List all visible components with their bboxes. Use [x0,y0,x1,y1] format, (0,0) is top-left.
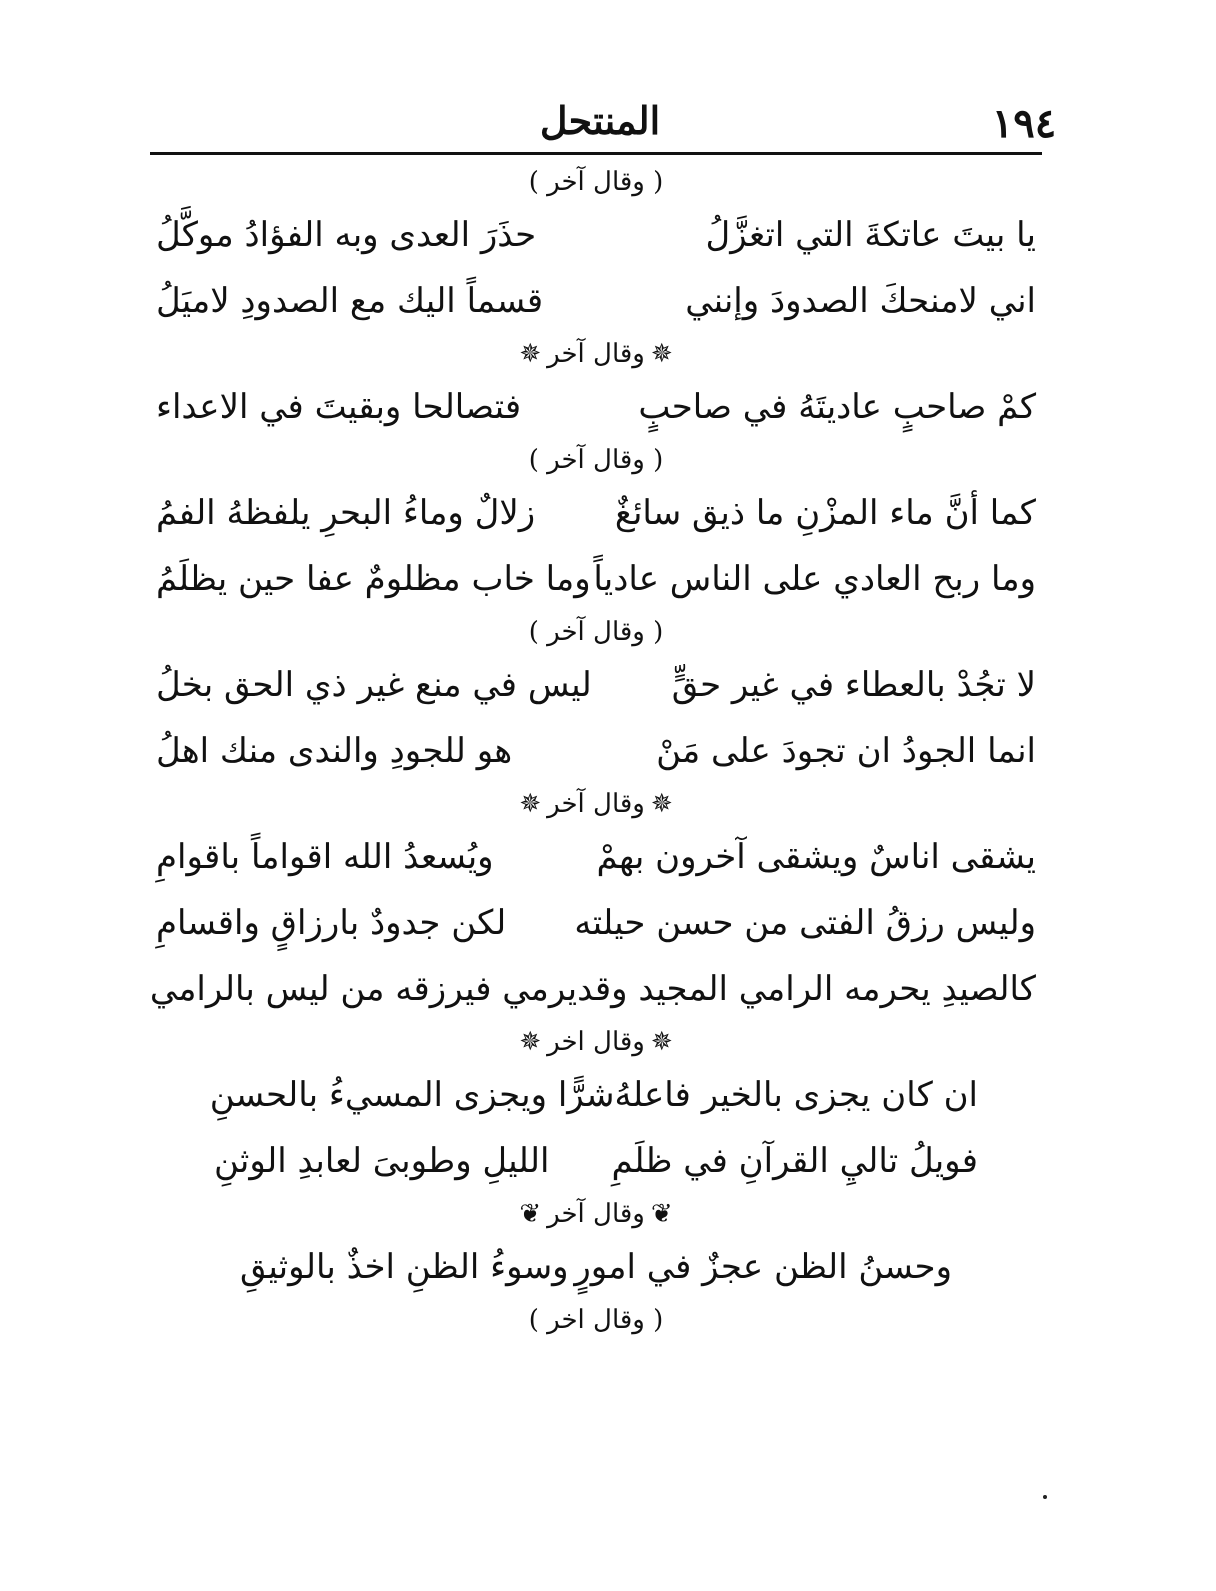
second-hemistich: لكن جدودٌ بارزاقٍ واقسامِ [156,903,507,943]
first-hemistich: كالصيدِ يحرمه الرامي المجيد وقد [577,969,1036,1009]
second-hemistich: زلالٌ وماءُ البحرِ يلفظهُ الفمُ [156,493,536,533]
section-heading: ( وقال آخر ) [528,617,664,647]
verse-line [150,824,1042,890]
first-hemistich: ان كان يجزى بالخير فاعلهُ [614,1075,978,1115]
asterism-ornament-icon: ✵ [650,1027,673,1057]
verse-line [150,1234,1042,1300]
asterism-ornament-icon: ✵ [519,339,542,369]
second-hemistich: وسوءُ الظنِ اخذٌ بالوثيقِ [240,1247,569,1287]
first-hemistich: وحسنُ الظن عجزٌ في امورٍ [574,1247,952,1287]
first-hemistich: فويلُ تاليِ القرآنِ في ظلَمِ [611,1141,978,1181]
running-title: المنتحل [539,98,661,143]
asterism-ornament-icon: ✵ [650,789,673,819]
first-hemistich: يا بيتَ عاتكةَ التي اتغزَّلُ [705,215,1036,255]
asterism-ornament-icon: ✵ [519,789,542,819]
verse-line [150,718,1042,784]
verse-line [150,268,1042,334]
page-number: ١٩٤ [991,100,1057,147]
second-hemistich: فتصالحا وبقيتَ في الاعداء [156,387,522,427]
print-speck [1043,1495,1047,1499]
verse-line [150,652,1042,718]
section-heading: ( وقال آخر ) [528,167,664,197]
section-heading-ornamented: ✵وقال آخر✵ [150,784,1042,824]
first-hemistich: يشقى اناسٌ ويشقى آخرون بهمْ [596,837,1036,877]
section-heading-ornamented: ✵وقال اخر✵ [150,1022,1042,1062]
verse-line [150,202,1042,268]
second-hemistich: حذَرَ العدى وبه الفؤادُ موكَّلُ [156,215,537,255]
first-hemistich: اني لامنحكَ الصدودَ وإنني [685,281,1036,321]
first-hemistich: وليس رزقُ الفتى من حسن حيلته [574,903,1036,943]
first-hemistich: كما أنَّ ماء المزْنِ ما ذيق سائغٌ [614,493,1036,533]
verse-line [150,1062,1042,1128]
section-heading-ornamented: ✵وقال آخر✵ [150,334,1042,374]
verse-line [150,1128,1042,1194]
first-hemistich: انما الجودُ ان تجودَ على مَنْ [656,731,1036,771]
second-hemistich: ليس في منع غير ذي الحق بخلُ [156,665,592,705]
section-heading-ornamented: ❦وقال آخر❦ [150,1194,1042,1234]
second-hemistich: شرًّا ويجزى المسيءُ بالحسنِ [209,1075,615,1115]
section-heading: ( وقال اخر ) [528,1305,664,1335]
section-heading: ( وقال آخر ) [528,445,664,475]
second-hemistich: يرمي فيرزقه من ليس بالرامي [149,969,578,1009]
second-hemistich: قسماً اليك مع الصدودِ لاميَلُ [156,281,544,321]
second-hemistich: الليلِ وطوبىَ لعابدِ الوثنِ [214,1141,550,1181]
page-header [150,96,1057,148]
second-hemistich: هو للجودِ والندى منك اهلُ [156,731,513,771]
header-rule [150,152,1042,155]
fleuron-ornament-icon: ❦ [650,1199,673,1229]
fleuron-ornament-icon: ❦ [519,1199,542,1229]
verse-line [150,956,1042,1022]
poem-body [150,162,1042,1340]
verse-line [150,374,1042,440]
verse-line [150,480,1042,546]
verse-line [150,546,1042,612]
asterism-ornament-icon: ✵ [519,1027,542,1057]
first-hemistich: لا تجُدْ بالعطاء في غير حقٍّ [671,665,1036,705]
second-hemistich: ويُسعدُ الله اقواماً باقوامِ [156,837,494,877]
first-hemistich: وما ربح العادي على الناس عادياً [593,559,1036,599]
verse-line [150,890,1042,956]
asterism-ornament-icon: ✵ [650,339,673,369]
first-hemistich: كمْ صاحبٍ عاديتَهُ في صاحبٍ [638,387,1036,427]
second-hemistich: وما خاب مظلومٌ عفا حين يظلَمُ [156,559,591,599]
